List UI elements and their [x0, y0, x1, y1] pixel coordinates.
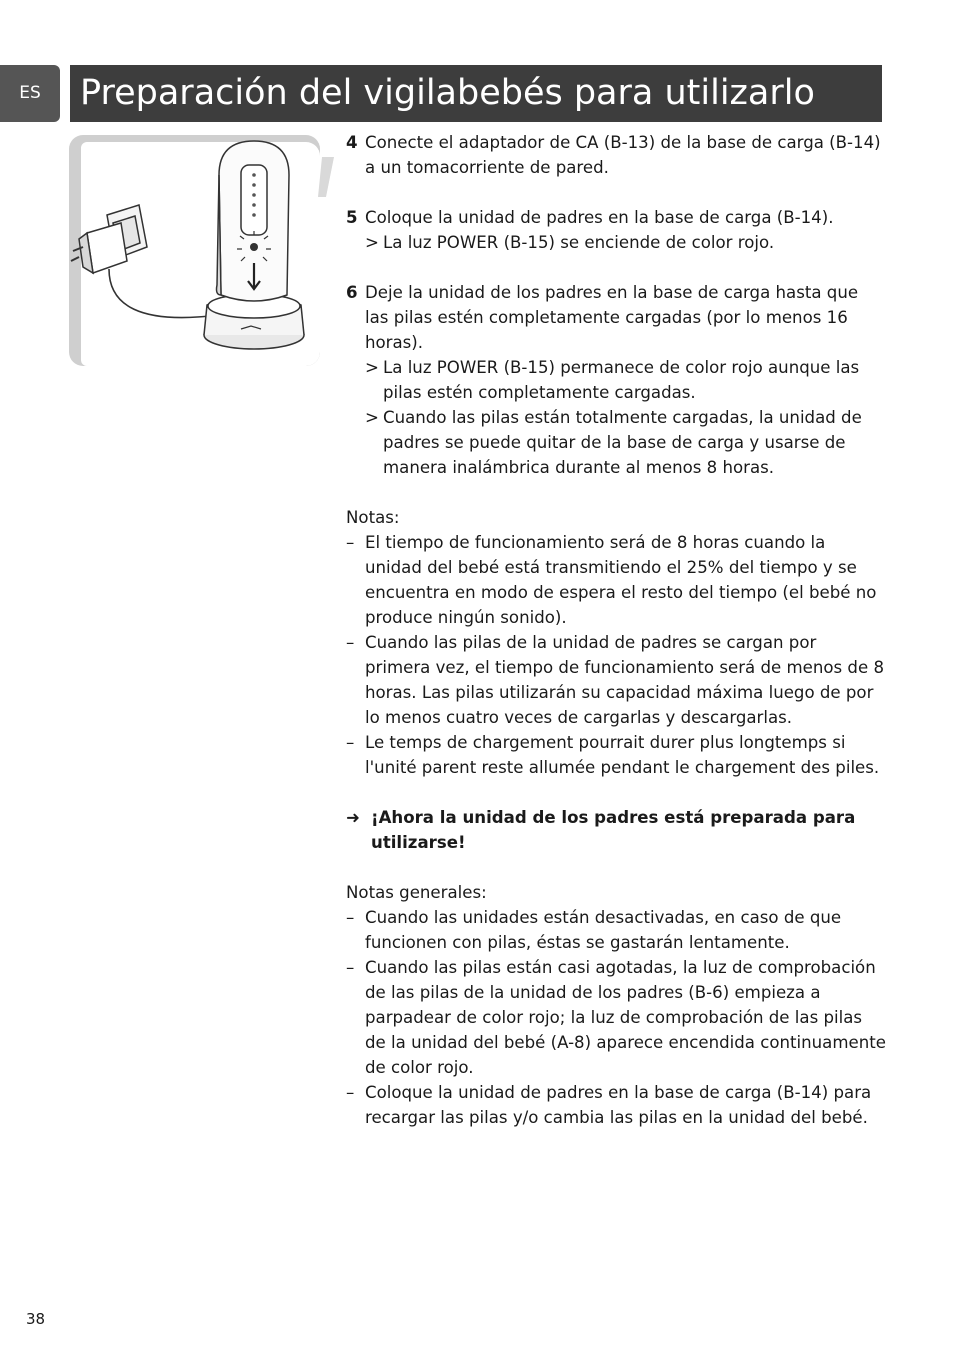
step-result — [346, 405, 886, 480]
step-4 — [346, 130, 886, 180]
conclusion-text: ¡Ahora la unidad de los padres está preparada para utilizarse! — [371, 808, 856, 852]
parent-unit-on-charger-illustration — [69, 135, 320, 366]
general-note-item — [346, 1080, 886, 1130]
page-title: Preparación del vigilabebés para utilizarlo — [80, 73, 815, 113]
note-text: Cuando las pilas están casi agotadas, la luz de comprobación de las pilas de la unidad de los padres (B-6) empieza a parpadear de color rojo; la luz de comprobación de las pilas de la unidad del bebé (A-8) aparece encendida continuamente de color rojo. — [365, 958, 886, 1077]
instructions-column — [346, 130, 886, 1130]
step-number: 6 — [346, 283, 358, 302]
decorative-slant — [318, 157, 334, 197]
dash-marker: – — [346, 908, 355, 927]
step-number: 4 — [346, 133, 358, 152]
dash-marker: – — [346, 633, 355, 652]
notes-heading: Notas: — [346, 508, 400, 527]
step-number: 5 — [346, 208, 358, 227]
note-item — [346, 530, 886, 630]
general-note-item — [346, 955, 886, 1080]
page-number: 38 — [26, 1310, 46, 1328]
result-text: Cuando las pilas están totalmente cargadas, la unidad de padres se puede quitar de la base de carga y usarse de manera inalámbrica durante al menos 8 horas. — [383, 408, 862, 477]
result-marker: > — [365, 408, 379, 427]
note-text: Cuando las pilas de la unidad de padres se cargan por primera vez, el tiempo de funcionamiento será de menos de 8 horas. Las pilas utilizarán su capacidad máxima luego de por lo menos cuatro veces de cargarlas y descargarlas. — [365, 633, 885, 727]
note-text: El tiempo de funcionamiento será de 8 horas cuando la unidad del bebé está transmitiendo el 25% del tiempo y se encuentra en modo de espera el resto del tiempo (el bebé no produce ningún sonido). — [365, 533, 877, 627]
step-6 — [346, 280, 886, 355]
step-text: Coloque la unidad de padres en la base de carga (B-14). — [365, 208, 834, 227]
result-marker: > — [365, 358, 379, 377]
arrow-icon: ➜ — [346, 808, 360, 827]
step-text: Deje la unidad de los padres en la base de carga hasta que las pilas estén completamente cargadas (por lo menos 16 horas). — [365, 283, 859, 352]
illustration-charging-base — [69, 135, 320, 366]
note-text: Cuando las unidades están desactivadas, en caso de que funcionen con pilas, éstas se gastarán lentamente. — [365, 908, 842, 952]
result-marker: > — [365, 233, 379, 252]
title-bar — [70, 65, 882, 122]
dash-marker: – — [346, 733, 355, 752]
note-item — [346, 730, 886, 780]
dash-marker: – — [346, 1083, 355, 1102]
step-result — [346, 355, 886, 405]
dash-marker: – — [346, 533, 355, 552]
note-text: Le temps de chargement pourrait durer plus longtemps si l'unité parent reste allumée pendant le chargement des piles. — [365, 733, 880, 777]
result-text: La luz POWER (B-15) se enciende de color rojo. — [383, 233, 775, 252]
dash-marker: – — [346, 958, 355, 977]
step-5 — [346, 205, 886, 230]
step-text: Conecte el adaptador de CA (B-13) de la base de carga (B-14) a un tomacorriente de pared. — [365, 133, 881, 177]
step-result — [346, 230, 886, 255]
result-text: La luz POWER (B-15) permanece de color rojo aunque las pilas estén completamente cargadas. — [383, 358, 860, 402]
conclusion — [346, 805, 886, 855]
general-notes-heading: Notas generales: — [346, 883, 487, 902]
note-item — [346, 630, 886, 730]
note-text: Coloque la unidad de padres en la base de carga (B-14) para recargar las pilas y/o cambia las pilas en la unidad del bebé. — [365, 1083, 872, 1127]
language-tab: ES — [0, 65, 60, 122]
general-note-item — [346, 905, 886, 955]
